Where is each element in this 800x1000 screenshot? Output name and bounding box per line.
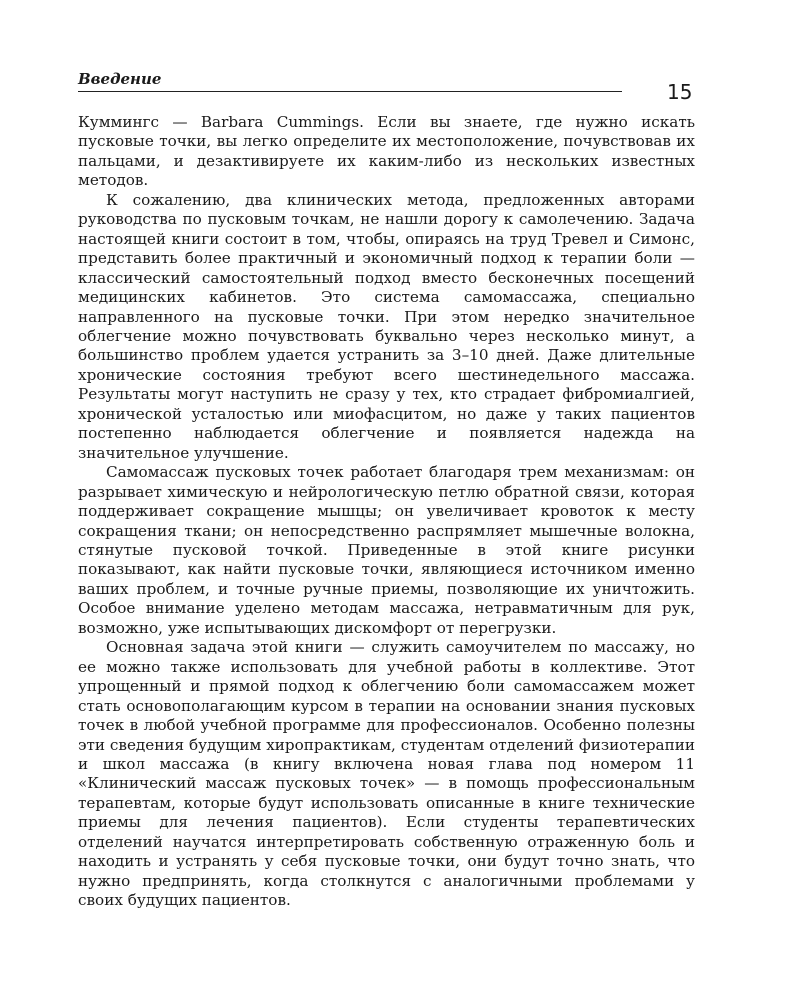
paragraph: Самомассаж пусковых точек работает благодаря трем механизмам: он разрывает химическую и нейрологическую петлю обратной связи, которая поддерживает сокращение мышцы; он увеличивает кровоток к месту сокращения ткани; он непосредственно распрямляет мышечные волокна, стянутые пусковой точкой. Приведенные в этой книге рисунки показывают, как найти пусковые точки, являющиеся источником именно ваших проблем, и точные ручные приемы, позволяющие их уничтожить. Особое внимание уделено методам массажа, нетравматичным для рук, возможно, уже испытывающих дискомфорт от перегрузки. (78, 463, 695, 637)
paragraph: К сожалению, два клинических метода, предложенных авторами руководства по пусковым точкам, не нашли дорогу к самолечению. Задача настоящей книги состоит в том, чтобы, опираясь на труд Тревел и Симонс, представить более практичный и экономичный подход к терапии боли — классический самостоятельный подход вместо бесконечных посещений медицинских кабинетов. Это система самомассажа, специально направленного на пусковые точки. При этом нередко значительное облегчение можно почувствовать буквально через несколько минут, а большинство проблем удается устранить за 3–10 дней. Даже длительные хронические состояния требуют всего шестинедельного массажа. Результаты могут наступить не сразу у тех, кто страдает фибромиалгией, хронической усталостью или миофасцитом, но даже у таких пациентов постепенно наблюдается облегчение и появляется надежда на значительное улучшение. (78, 190, 695, 462)
header-rule (78, 91, 622, 92)
paragraph-continuation: Куммингс — Barbara Cummings. Если вы знаете, где нужно искать пусковые точки, вы легко определите их местоположение, почувствовав их пальцами, и дезактивируете их каким-либо из нескольких известных методов. (78, 113, 695, 190)
running-head-title: Введение (78, 70, 162, 88)
paragraph: Основная задача этой книги — служить самоучителем по массажу, но ее можно также использовать для учебной работы в коллективе. Этот упрощенный и прямой подход к облегчению боли самомассажем может стать основополагающим курсом в терапии на основании знания пусковых точек в любой учебной программе для профессионалов. Особенно полезны эти сведения будущим хиропрактикам, студентам отделений физиотерапии и школ массажа (в книгу включена новая глава под номером 11 «Клинический массаж пусковых точек» — в помощь профессиональным терапевтам, которые будут использовать описанные в книге технические приемы для лечения пациентов). Если студенты терапевтических отделений научатся интерпретировать собственную отраженную боль и находить и устранять у себя пусковые точки, они будут точно знать, что нужно предпринять, когда столкнутся с аналогичными проблемами у своих будущих пациентов. (78, 638, 695, 910)
body-text (78, 113, 695, 911)
page-number: 15 (667, 80, 693, 104)
